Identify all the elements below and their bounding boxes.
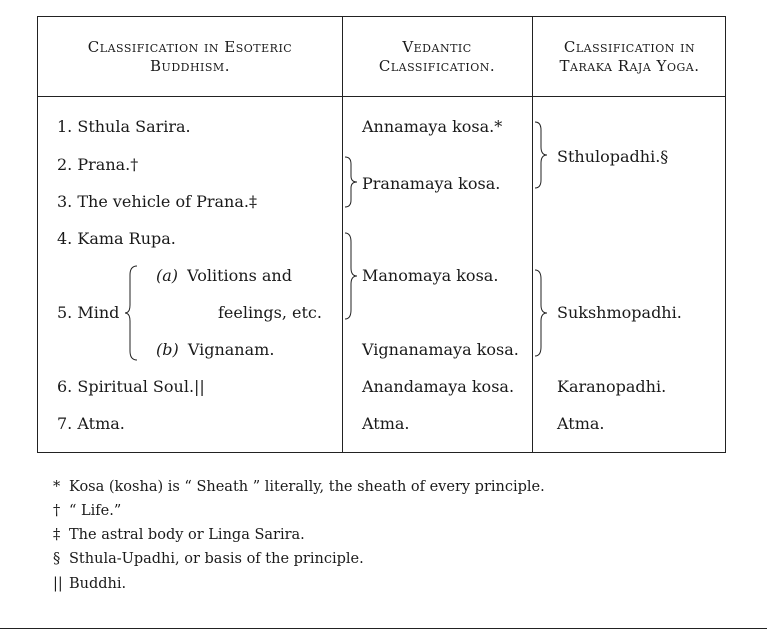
page-bottom-rule xyxy=(0,628,767,629)
footnote-text: Buddhi. xyxy=(69,576,127,592)
row-3-esoteric xyxy=(57,192,257,212)
row-label: Kama Rupa. xyxy=(77,229,176,248)
row-label: The vehicle of Prana.‡ xyxy=(77,192,257,211)
sub-text: Volitions and xyxy=(187,266,292,285)
row-7-esoteric xyxy=(57,414,125,434)
header-taraka xyxy=(532,38,727,76)
taraka-sukshmopadhi: Sukshmopadhi. xyxy=(557,303,682,322)
vedantic-anandamaya: Anandamaya kosa. xyxy=(362,377,515,396)
manomaya-brace xyxy=(344,232,358,320)
sub-label: (b) xyxy=(156,340,179,359)
row-number: 6. xyxy=(57,377,73,396)
sthulopadhi-brace xyxy=(534,121,548,189)
header-vedantic xyxy=(342,38,532,76)
sub-label: (a) xyxy=(156,266,179,285)
row-number: 2. xyxy=(57,155,73,174)
footnote-4 xyxy=(53,550,364,568)
footnote-text: Sthula-Upadhi, or basis of the principle. xyxy=(69,551,364,567)
brace-path xyxy=(535,270,547,356)
vedantic-manomaya: Manomaya kosa. xyxy=(362,266,499,285)
footnote-mark: ‡ xyxy=(53,527,61,543)
row-label: Atma. xyxy=(77,414,125,433)
row-number: 3. xyxy=(57,192,73,211)
footnote-text: The astral body or Linga Sarira. xyxy=(69,527,305,543)
row-6-esoteric xyxy=(57,377,205,397)
footnote-5 xyxy=(53,575,126,593)
sub-text: feelings, etc. xyxy=(218,303,322,322)
row-label: Sthula Sarira. xyxy=(77,117,191,136)
row-1-esoteric xyxy=(57,117,191,137)
header-line: Buddhism. xyxy=(150,57,230,75)
taraka-sthulopadhi: Sthulopadhi.§ xyxy=(557,147,669,166)
header-line: Taraka Raja Yoga. xyxy=(559,57,700,75)
row-number: 7. xyxy=(57,414,73,433)
header-line: Classification in Esoteric xyxy=(87,38,293,56)
row-label: Mind xyxy=(77,303,120,322)
taraka-atma: Atma. xyxy=(557,414,605,433)
column-divider xyxy=(532,17,533,452)
header-line: Vedantic xyxy=(402,38,472,56)
vedantic-vignanamaya: Vignanamaya kosa. xyxy=(362,340,519,359)
taraka-karanopadhi: Karanopadhi. xyxy=(557,377,667,396)
footnote-mark: || xyxy=(53,576,63,592)
footnote-mark: * xyxy=(53,479,61,495)
row-number: 4. xyxy=(57,229,73,248)
classification-table xyxy=(37,16,726,453)
row-2-esoteric xyxy=(57,155,138,175)
row-label: Spiritual Soul.|| xyxy=(77,377,205,396)
row-5b xyxy=(156,340,274,360)
row-label: Prana.† xyxy=(77,155,139,174)
row-5-esoteric xyxy=(57,303,119,323)
row-number: 5. xyxy=(57,303,73,322)
row-5a-continued xyxy=(218,303,322,323)
sub-text: Vignanam. xyxy=(187,340,275,359)
footnote-2 xyxy=(53,502,121,520)
mind-brace xyxy=(124,265,140,361)
brace-path xyxy=(345,233,357,319)
vedantic-pranamaya: Pranamaya kosa. xyxy=(362,174,501,193)
footnote-3 xyxy=(53,526,305,544)
footnote-1 xyxy=(53,478,545,496)
row-5a xyxy=(156,266,292,286)
brace-path xyxy=(535,122,547,188)
brace-path xyxy=(345,157,357,207)
row-4-esoteric xyxy=(57,229,176,249)
vedantic-atma: Atma. xyxy=(362,414,410,433)
brace-path xyxy=(125,266,137,360)
pranamaya-brace xyxy=(344,156,358,208)
header-line: Classification in xyxy=(563,38,696,56)
footnote-text: Kosa (kosha) is “ Sheath ” literally, the sheath of every principle. xyxy=(69,479,545,495)
header-divider xyxy=(38,96,725,97)
footnote-mark: § xyxy=(53,551,61,567)
header-esoteric xyxy=(38,38,342,76)
vedantic-annamaya: Annamaya kosa.* xyxy=(362,117,503,136)
footnote-text: “ Life.” xyxy=(69,503,122,519)
sukshmopadhi-brace xyxy=(534,269,548,357)
footnote-mark: † xyxy=(53,503,61,519)
header-line: Classification. xyxy=(378,57,496,75)
column-divider xyxy=(342,17,343,452)
row-number: 1. xyxy=(57,117,73,136)
